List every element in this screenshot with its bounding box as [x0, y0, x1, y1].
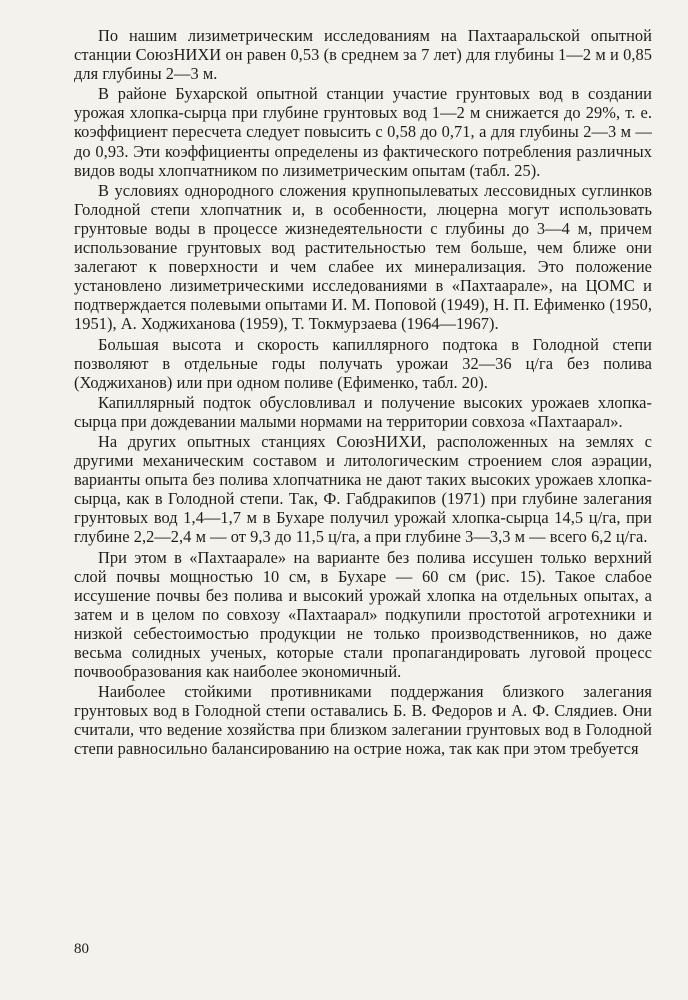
- paragraph-hungry-steppe-loams: В условиях однородного сложения крупнопылеватых лессовидных суглинков Голодной степи хлопчатник и, в особенности, люцерна могут использовать грунтовые воды в процессе жизнедеятельности с глубины до 3—4 м, причем использование грунтовых вод растительностью тем больше, чем ближе они залегают к поверхности и чем слабее их минерализация. Это положение установлено лизиметрическими исследованиями в «Пахтаарале», на ЦОМС и подтверждается полевыми опытами И. М. Поповой (1949), Н. П. Ефименко (1950, 1951), А. Ходжиханова (1959), Т. Токмурзаева (1964—1967).: [74, 180, 652, 334]
- paragraph-sprinkling-yields: Капиллярный подток обусловливал и получение высоких урожаев хлопка-сырца при дождевании малыми нормами на территории совхоза «Пахтаарал».: [74, 392, 652, 431]
- paragraph-bukhara-station: В районе Бухарской опытной станции участие грунтовых вод в создании урожая хлопка-сырца при глубине грунтовых вод 1—2 м снижается до 29%, т. е. коэффициент пересчета следует повысить с 0,58 до 0,71, а для глубины 2—3 м — до 0,93. Эти коэффициенты определены из фактического потребления различных видов воды хлопчатником по лизиметрическим опытам (табл. 25).: [74, 84, 652, 180]
- paragraph-lysimeter-coefficient: По нашим лизиметрическим исследованиям на Пахтааральской опытной станции СоюзНИХИ он равен 0,53 (в среднем за 7 лет) для глубины 1—2 м и 0,85 для глубины 2—3 м.: [74, 26, 652, 84]
- paragraph-soil-drying: При этом в «Пахтаарале» на варианте без полива иссушен только верхний слой почвы мощностью 10 см, в Бухаре — 60 см (рис. 15). Такое слабое иссушение почвы без полива и высокий урожай хлопка на отдельных опытах, а затем и в целом по совхозу «Пахтаарал» подкупили простотой агротехники и низкой себестоимостью продукции не только производственников, но даже весьма солидных ученых, которые стали пропагандировать луговой процесс почвообразования как наиболее экономичный.: [74, 547, 652, 682]
- paragraph-other-stations: На других опытных станциях СоюзНИХИ, расположенных на землях с другими механическим составом и литологическим строением слоя аэрации, варианты опыта без полива хлопчатника не дают таких высоких урожаев хлопка-сырца, как в Голодной степи. Так, Ф. Габдракипов (1971) при глубине залегания грунтовых вод 1,4—1,7 м в Бухаре получил урожай хлопка-сырца 14,5 ц/га, при глубине 2,2—2,4 м — от 9,3 до 11,5 ц/га, а при глубине 3—3,3 м — всего 6,2 ц/га.: [74, 431, 652, 547]
- paragraph-capillary-rise-yields: Большая высота и скорость капиллярного подтока в Голодной степи позволяют в отдельные годы получать урожаи 32—36 ц/га без полива (Ходжиханов) или при одном поливе (Ефименко, табл. 20).: [74, 334, 652, 392]
- paragraph-opponents: Наиболее стойкими противниками поддержания близкого залегания грунтовых вод в Голодной степи оставались Б. В. Федоров и А. Ф. Слядиев. Они считали, что ведение хозяйства при близком залегании грунтовых вод в Голодной степи равносильно балансированию на острие ножа, так как при этом требуется: [74, 682, 652, 759]
- body-text: [74, 26, 652, 760]
- page-number: 80: [74, 941, 89, 957]
